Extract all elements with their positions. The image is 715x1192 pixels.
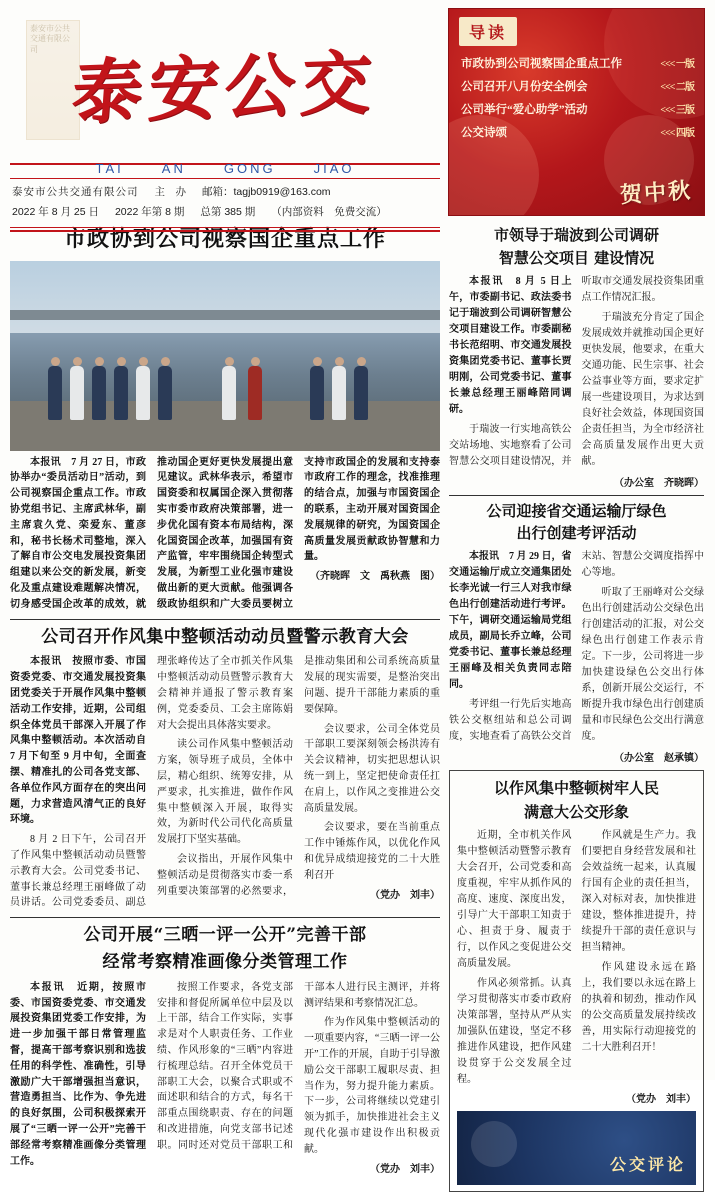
article-1-byline: （齐晓晖 文 禹秋燕 图）: [310, 571, 440, 583]
masthead-rule-bottom2: [10, 230, 440, 232]
section-divider: [10, 917, 440, 918]
body-area: [10, 221, 705, 1175]
issue-number: 2022 年第 8 期: [114, 205, 185, 218]
right-article-1: [449, 225, 704, 489]
guide-item-text: 市政协到公司视察国企重点工作: [461, 58, 622, 70]
article-1-headline: 市政协到公司视察国企重点工作: [63, 226, 386, 252]
left-column: [10, 221, 440, 1175]
guide-item-page: <<< 二版: [660, 82, 694, 93]
guide-item[interactable]: [461, 53, 694, 76]
right-article-2: [449, 501, 704, 765]
boxed-article-paragraph: 作风就是生产力。我们要把自身经营发展和社会效益统一起来，认真履行国有企业的责任担当，深入对标对表，加快推进建设，整体推进提升，持续提升干部的责任意识与担当精神。: [581, 830, 696, 953]
article-3-headline-line2: 经常考察精准画像分类管理工作: [102, 952, 348, 972]
masthead-rule-bottom: [10, 227, 440, 228]
guide-box: [448, 8, 705, 216]
right-article-1-paragraph: 于瑞波充分肯定了国企发展成效并就推动国企更好更快发展，他要求，在重大交通功能、民生宗事、社会公益事业等方面，要求定扩展一些建设项目，为求达到良好社会效益，体现国资国企责任担当，为全市经济社会高质量发展作出更大贡献。: [581, 311, 704, 467]
guide-item-text: 公司举行“爱心助学”活动: [461, 104, 588, 116]
article-2-byline: （党办 刘丰）: [370, 889, 440, 901]
guide-item[interactable]: [461, 76, 694, 99]
right-boxed-article: [449, 770, 704, 1192]
right-article-1-headline-line2: 智慧公交项目 建设情况: [498, 248, 655, 267]
photo-canopy: [10, 310, 440, 320]
article-3-paragraph: 按照工作要求，各党支部安排和督促所属单位中层及以上干部，结合工作实际，实事求是对个人职责任务、工作业绩、作风形象的“三晒”内容进行梳理总结。召开全体党员干部职工大会，以聚合式职或不面述职和结合的方式，每名干部重点围绕职责、存在的问题和改进措施，向党支部书记述职。同时还对党员干部职工和干部本人进行民主测评，并将测评结果和考察情况汇总。: [157, 981, 440, 1151]
masthead: [10, 8, 705, 216]
boxed-article-paragraph: 近期，全市机关作风集中整顿活动暨警示教育大会召开，公司党委和高度重视，牢牢从抓作风的高度、速度、深度出发，引导广大干部职工知责于心、担责于身、履责于行，以作风之变促进公交高质量发展。: [457, 830, 572, 969]
masthead-left: [10, 8, 440, 216]
article-2-paragraph: 会议指出，开展作风集中整顿活动是贯彻落实市委一系列重要决策部署的必然要求，是推动集团和公司系统高质量发展的现实需要，是整治突出问题、提升干部能力素质的重要保障。: [157, 656, 440, 897]
boxed-headline-line1: 以作风集中整顿树牢人民: [493, 779, 659, 797]
article-3-paragraph: 本报讯 近期，按照市委、市国资委党委、市交通发展投资集团党委工作安排，为进一步加强干部日常管理监督，提高干部考察识别和选拔任用的科学性、准确性，引导激励广大干部增强担当意识，营造勇担当、比作为、争先进的良好氛围，公司积极探索开展了“三晒一评一公开”完善干部经常考察精准画像分类管理工作。: [10, 981, 146, 1167]
boxed-headline-line2: 满意大公交形象: [523, 802, 629, 821]
boxed-article-paragraph: 作风建设永远在路上，我们要以永远在路上的执着和韧劲，推动作风的公交高质量发展持续改善，用实际行动迎接党的二十大胜利召开！: [581, 962, 696, 1053]
pinyin-3: GONG: [223, 161, 276, 176]
guide-item-page: <<< 一版: [660, 59, 694, 70]
guide-item-text: 公司召开八月份安全例会: [461, 81, 588, 93]
email-label: 邮箱：tagjb0919@163.com: [202, 186, 331, 198]
article-3-headline-line1: 公司开展“三晒一评一公开”完善干部: [83, 925, 367, 946]
logo-area: [10, 8, 440, 156]
right-section-divider: [449, 495, 704, 496]
right-article-1-paragraph: 于瑞波一行实地高铁公交站场地、实地察看了公司智慧公交项目建设情况，并听取市交通发展投资集团重点工作情况汇报。: [449, 275, 704, 467]
photo-person: [354, 366, 368, 420]
festival-greeting: 贺中秋: [619, 177, 693, 208]
photo-person: [332, 366, 346, 420]
issue-total: 总第 385 期: [200, 205, 256, 218]
photo-person: [92, 366, 106, 420]
right-article-1-paragraph: 本报讯 8 月 5 日上午，市委副书记、政法委书记于瑞波到公司调研智慧公交项目建设工作。市委副秘书长范绍明、市交通发展投资集团党委书记、董事长贾明刚，公司党委书记、董事长兼总经理王丽峰陪同调研。: [449, 275, 572, 415]
title-pinyin: [10, 161, 440, 176]
guide-list: [461, 53, 694, 145]
photo-person: [114, 366, 128, 420]
article-2-paragraph: 本报讯 按照市委、市国资委党委、市交通发展投资集团党委关于开展作风集中整顿活动工作安排，近期，公司组织全体党员干部深入开展了作风集中整顿活动。本次活动自 7 月下旬至 9 月中旬，全面查摆、精准扎的公司各党支部、各单位作风方面存在的突出问题，力求营造风清气正的良好环境。: [10, 656, 146, 826]
right-article-2-paragraph: 听取了王丽峰对公交绿色出行创建活动公交绿色出行创建活动的汇报，对公交绿色出行创建工作表示肯定。下一步，公司将进一步加快建设绿色公交出行体系，创新开展公交运行，不断提升我市绿色出行创建质量和市民绿色公交出行满意度。: [581, 587, 704, 742]
photo-person: [248, 366, 262, 420]
moon-icon: [471, 1121, 517, 1167]
photo-person: [158, 366, 172, 420]
boxed-article-byline: （党办 刘丰）: [626, 1094, 696, 1105]
article-2-headline: 公司召开作风集中整顿活动动员暨警示教育大会: [41, 626, 409, 647]
right-article-1-body: [449, 274, 704, 472]
publication-info: [10, 179, 440, 225]
issue-note: （内部资料 免费交流）: [271, 205, 387, 218]
photo-sky: [10, 261, 440, 333]
commentary-badge: [457, 1111, 696, 1185]
photo-person: [48, 366, 62, 420]
commentary-badge-text: 公交评论: [609, 1157, 686, 1174]
newspaper-title: 泰安公交: [69, 40, 381, 134]
pinyin-4: JIAO: [313, 161, 355, 176]
right-article-2-body: [449, 549, 704, 747]
boxed-article-paragraph: 作风必须常抓。认真学习贯彻落实市委市政府决策部署，坚持从严从实加强队伍建设，坚定不移推进作风建设，把作风建设贯穿于公交发展全过程。: [457, 978, 572, 1085]
sponsor-label: 主 办: [154, 186, 186, 198]
article-3-byline: （党办 刘丰）: [370, 1163, 440, 1175]
guide-item-text: 公交诗颂: [461, 127, 507, 139]
right-article-1-byline: （办公室 齐晓晖）: [614, 477, 704, 489]
article-3-paragraph: 作为作风集中整顿活动的一项重要内容，“三晒一评一公开”工作的开展，自助于引导激励公交干部职工履职尽责、担当作为，努力提升能力素质。下一步，公司将继续以党建引领为抓手，加快推进社会主义现代化强市建设作出积极贡献。: [304, 1017, 440, 1155]
guide-item[interactable]: [461, 99, 694, 122]
guide-item-page: <<< 三版: [660, 105, 694, 116]
publisher-name: 泰安市公共交通有限公司: [12, 186, 139, 198]
pinyin-1: TAI: [95, 161, 124, 176]
guide-item-page: <<< 四版: [660, 128, 694, 139]
right-article-2-byline: （办公室 赵承镇）: [614, 753, 704, 764]
guide-label: 导读: [459, 17, 517, 46]
right-article-1-headline-line1: 市领导于瑞波到公司调研: [493, 226, 659, 244]
guide-item[interactable]: [461, 122, 694, 145]
article-2-paragraph: 读公司作风集中整顿活动方案，领导班子成员，全体中层，精心组织、统筹安排，从严要求，扎实推进，做作作风集中整顿深入开展，取得实效，为新时代公司代化高质量发展打下坚实基础。: [157, 739, 293, 846]
right-article-2-paragraph: 考评组一行先后实地高铁公交枢纽站和总公司调度，实地查看了高铁公交首末站、智慧公交调度指挥中心等地。: [449, 551, 704, 742]
photo-person: [310, 366, 324, 420]
article-1-paragraph: 本报讯 7 月 27 日，市政协举办“委员活动日”活动，到公司视察国企重点工作。市政协党组书记、主席武林华，副主席袁久党、栾爱东、董彦和，秘书长杨术司整地，深入了解自市公交电发展投资集团组建以来公交的新发展，新变化及重点建设难题解决情况，切身感受国企改革的成效，就推动国企更好更快发展提出意见建议。武林华表示，希望市国资委和权属国企深入贯彻落实市委市政府决策部署，进一步优化国有资本布局结构，深化国资国企改革，加强国有资产监管，牢牢围绕国企转型式发展，为新型工业化强市建设做出新的更大贡献。他强调各级政协组织和广大委员要树立支持市政国企的发展和支持泰市政府工作的理念，找准推理的结合点，加强与市国资国企的联系，主动开展对国资国企发展规律的研究，为国资国企高质量发展贡献政协智慧和力量。: [10, 456, 440, 610]
photo-person: [222, 366, 236, 420]
right-column: [449, 221, 704, 1174]
section-divider: [10, 619, 440, 620]
right-article-2-paragraph: 本报讯 7 月 29 日，省交通运输厅成立交通集团处长李光诚一行三人对我市绿色出行创建活动进行考评。下午，调研交通运输局党组成员，副局长乔立峰，公司党委书记、董事长兼总经理王丽峰及相关负责同志陪同。: [449, 551, 572, 690]
publisher-row: [12, 183, 438, 203]
photo-person: [70, 366, 84, 420]
article-2-paragraph: 会议要求，公司全体党员干部职工要深刻领会杨洪涛有关会议精神，切实把思想认识统一到上，坚定把使命责任扛在肩上，以作风之变推进公交高质量发展。: [304, 723, 440, 814]
boxed-article-body: [457, 828, 696, 1088]
calendar-stamp: 泰安市公共交通有限公司: [26, 20, 80, 140]
article-2-body: [10, 654, 440, 911]
article-2-paragraph: 8 月 2 日下午，公司召开了作风集中整顿活动动员暨警示教育大会。公司党委书记、董事长兼总经理王丽峰做了动员讲话。公司党委委员、副总理张峰传达了全市抓关作风集中整顿活动动员暨警示教育大会精神并通报了警示教育案例，党委委员、工会主席陈娟对大会提出具体落实要求。: [10, 656, 293, 909]
right-article-2-headline-line1: 公司迎接省交通运输厅绿色: [486, 501, 667, 520]
article-1-body: [10, 455, 440, 613]
issue-date: 2022 年 8 月 25 日: [12, 205, 99, 218]
photo-person: [136, 366, 150, 420]
article-3-body: [10, 980, 440, 1178]
pinyin-2: AN: [161, 161, 186, 176]
right-article-2-headline-line2: 出行创建考评活动: [516, 524, 637, 543]
article-1-photo: [10, 261, 440, 451]
article-2-paragraph: 会议要求，要在当前重点工作中锤炼作风，以优化作风和优异成绩迎接党的二十大胜利召开: [304, 822, 440, 881]
issue-row: [12, 203, 438, 223]
